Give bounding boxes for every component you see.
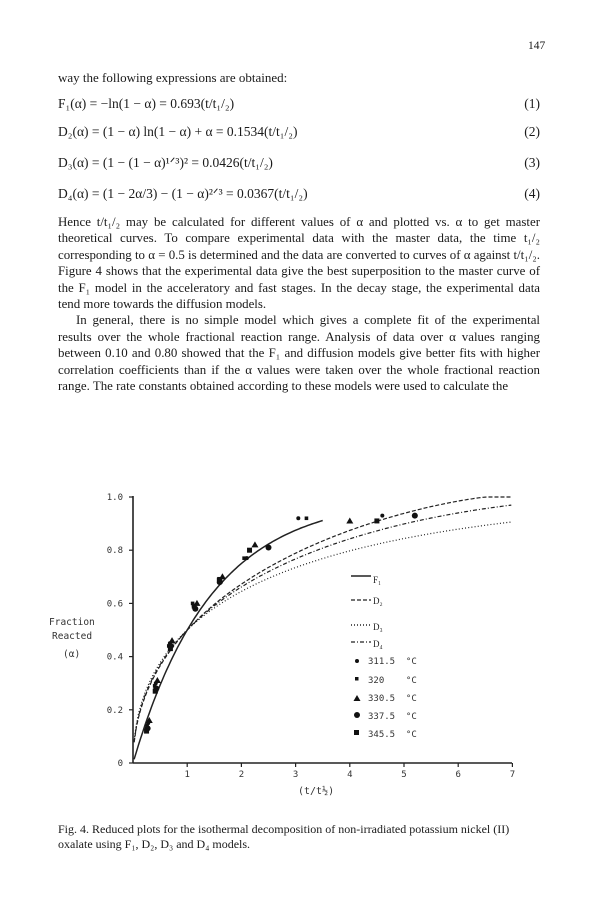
equation-3-text: D₃(α) = (1 − (1 − α)¹ᐟ³)² = 0.0426(t/t₁/₂) <box>58 155 273 170</box>
legend-marker-330 <box>354 695 361 701</box>
y-axis-label-line1: Fraction <box>49 617 95 628</box>
y-axis-label-line2: Reacted <box>52 631 93 642</box>
legend-f1-label: F₁ <box>373 575 382 585</box>
equation-3-number: (3) <box>524 155 540 170</box>
data-point-345.5 <box>217 577 222 582</box>
data-point-345.5 <box>374 518 379 523</box>
figure-4-chart <box>0 478 596 808</box>
data-point-311.5 <box>380 514 384 518</box>
data-point-330.5 <box>169 637 176 643</box>
legend-d2-label: D₂ <box>373 596 383 606</box>
equation-4-text: D₄(α) = (1 − 2α/3) − (1 − α)²ᐟ³ = 0.0367(t/t₁/₂) <box>58 186 308 201</box>
model-curve-D₃ <box>134 522 511 740</box>
data-point-345.5 <box>192 604 197 609</box>
legend-marker-337 <box>354 712 360 718</box>
x-tick-label: 7 <box>509 770 516 780</box>
paragraph-2: In general, there is no simple model which gives a complete fit of the experimental results over the whole fractional reaction range. Analysis of data over α values ranging between 0.10 and 0.80 showed that the F₁ and diffusion models give better fits with higher correlation coefficients than if the α values were taken over the whole fractional reaction range. The rate constants obtained according to these models were used to calculate the <box>58 313 540 394</box>
y-tick-label: 0.2 <box>106 705 123 716</box>
body-text <box>58 214 540 394</box>
data-point-345.5 <box>168 646 173 651</box>
data-point-320 <box>305 516 309 520</box>
data-point-330.5 <box>154 677 161 683</box>
legend-temp-330: 330.5 °C <box>368 694 417 704</box>
model-curve-D₂ <box>134 497 511 742</box>
legend-marker-320 <box>355 677 359 681</box>
x-tick-label: 3 <box>292 770 299 780</box>
equation-1 <box>58 96 540 112</box>
x-axis-label: (t/t½) <box>298 786 335 797</box>
y-tick-label: 0 <box>117 759 123 769</box>
data-point-337.5 <box>266 545 272 551</box>
data-point-337.5 <box>412 513 418 519</box>
figure-caption: Fig. 4. Reduced plots for the isothermal decomposition of non-irradiated potassium nickel (II) oxalate using F₁, D₂, D₃ and D₄ models. <box>58 822 510 851</box>
x-tick-label: 5 <box>401 770 407 780</box>
data-point-345.5 <box>144 729 149 734</box>
equation-1-text: F₁(α) = −ln(1 − α) = 0.693(t/t₁/₂) <box>58 96 235 111</box>
equation-3 <box>58 155 540 171</box>
x-tick-label: 6 <box>455 770 461 780</box>
data-point-330.5 <box>251 541 258 547</box>
page-number: 147 <box>528 40 546 52</box>
y-tick-label: 0.6 <box>106 599 123 610</box>
model-curve-F₁ <box>134 521 323 760</box>
equation-2 <box>58 124 540 140</box>
legend-marker-311 <box>355 659 359 663</box>
data-point-320 <box>242 556 246 560</box>
equation-4 <box>58 186 540 202</box>
data-point-311.5 <box>296 516 300 520</box>
legend-temp-345: 345.5 °C <box>368 730 417 740</box>
data-point-345.5 <box>153 689 158 694</box>
legend-d3-label: D₃ <box>373 622 383 632</box>
equation-4-number: (4) <box>524 186 540 201</box>
y-axis-label-line3: (α) <box>63 649 81 660</box>
x-tick-label: 4 <box>347 770 353 780</box>
legend-marker-345 <box>354 730 359 735</box>
y-tick-label: 1.0 <box>106 493 123 503</box>
y-tick-label: 0.4 <box>106 652 123 663</box>
data-point-330.5 <box>346 517 353 523</box>
legend-d4-label: D₄ <box>373 639 383 649</box>
paragraph-1: Hence t/t₁/₂ may be calculated for different values of α and plotted vs. α to get master theoretical curves. To compare experimental data with the master data, the time t₁/₂ corresponding to α = 0.5 is determined and the data are converted to curves of α against t/t₁/₂. Figure 4 shows that the experimental data give the best superposition to the master curve of the F₁ model in the acceleratory and fast stages. In the decay stage, the experimental data tend more towards the diffusion models. <box>58 215 540 312</box>
legend-temp-311: 311.5 °C <box>368 657 417 667</box>
y-tick-label: 0.8 <box>106 546 123 557</box>
x-tick-label: 2 <box>238 770 245 780</box>
equation-2-number: (2) <box>524 124 540 139</box>
legend <box>351 575 417 740</box>
data-point-345.5 <box>247 548 252 553</box>
x-tick-label: 1 <box>184 770 190 780</box>
intro-text: way the following expressions are obtained: <box>58 70 288 85</box>
legend-temp-337: 337.5 °C <box>368 712 417 722</box>
equation-2-text: D₂(α) = (1 − α) ln(1 − α) + α = 0.1534(t/t₁/₂) <box>58 124 298 139</box>
equation-1-number: (1) <box>524 96 540 111</box>
legend-temp-320: 320 °C <box>368 676 417 686</box>
